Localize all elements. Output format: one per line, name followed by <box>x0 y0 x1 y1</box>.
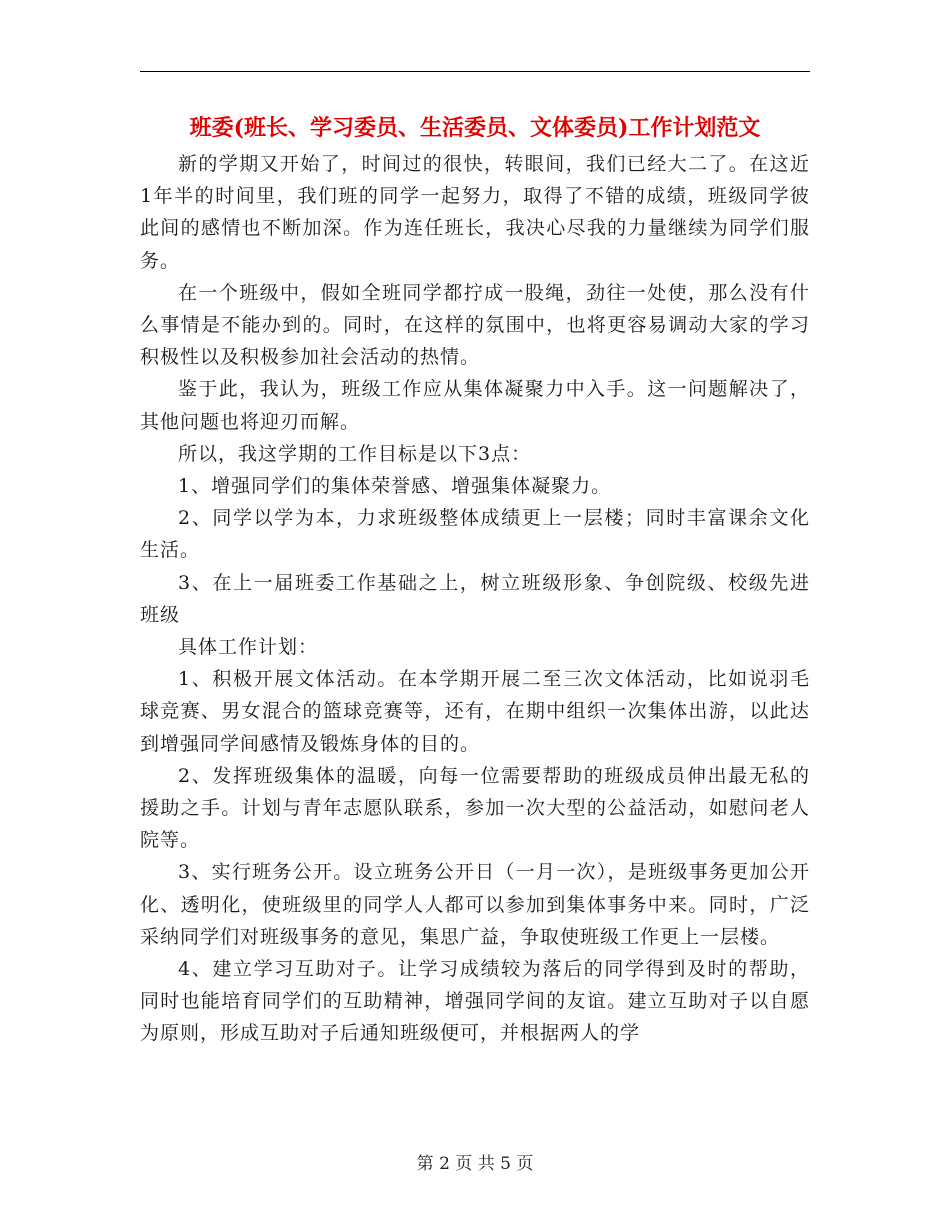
paragraph: 3、在上一届班委工作基础之上，树立班级形象、争创院级、校级先进班级 <box>140 571 810 626</box>
paragraph: 3、实行班务公开。设立班务公开日（一月一次），是班级事务更加公开化、透明化，使班级里的同学人人都可以参加到集体事务中来。同时，广泛采纳同学们对班级事务的意见，集思广益，争取使班级工作更上一层楼。 <box>140 861 810 948</box>
paragraph: 所以，我这学期的工作目标是以下3点： <box>178 442 532 465</box>
paragraph: 4、建立学习互助对子。让学习成绩较为落后的同学得到及时的帮助，同时也能培育同学们的互助精神，增强同学间的友谊。建立互助对子以自愿为原则，形成互助对子后通知班级便可，并根据两人的学 <box>140 958 810 1045</box>
paragraph: 新的学期又开始了，时间过的很快，转眼间，我们已经大二了。在这近1年半的时间里，我们班的同学一起努力，取得了不错的成绩，班级同学彼此间的感情也不断加深。作为连任班长，我决心尽我的力量继续为同学们服务。 <box>140 153 810 272</box>
paragraph: 2、发挥班级集体的温暖，向每一位需要帮助的班级成员伸出最无私的援助之手。计划与青年志愿队联系，参加一次大型的公益活动，如慰问老人院等。 <box>140 764 810 852</box>
header-rule <box>140 71 810 72</box>
paragraph: 在一个班级中，假如全班同学都拧成一股绳，劲往一处使，那么没有什么事情是不能办到的。同时，在这样的氛围中，也将更容易调动大家的学习积极性以及积极参加社会活动的热情。 <box>140 281 810 369</box>
paragraph: 1、增强同学们的集体荣誉感、增强集体凝聚力。 <box>178 475 612 498</box>
paragraph: 2、同学以学为本，力求班级整体成绩更上一层楼；同时丰富课余文化生活。 <box>140 507 810 562</box>
document-body <box>140 148 810 1050</box>
document-title: 班委(班长、学习委员、生活委员、文体委员)工作计划范文 <box>189 115 761 141</box>
page-number: 第 2 页 共 5 页 <box>416 1154 534 1174</box>
paragraph: 鉴于此，我认为，班级工作应从集体凝聚力中入手。这一问题解决了，其他问题也将迎刃而解。 <box>140 378 810 433</box>
paragraph: 具体工作计划： <box>178 636 319 659</box>
paragraph: 1、积极开展文体活动。在本学期开展二至三次文体活动，比如说羽毛球竞赛、男女混合的篮球竞赛等，还有，在期中组织一次集体出游，以此达到增强同学间感情及锻炼身体的目的。 <box>140 668 810 755</box>
